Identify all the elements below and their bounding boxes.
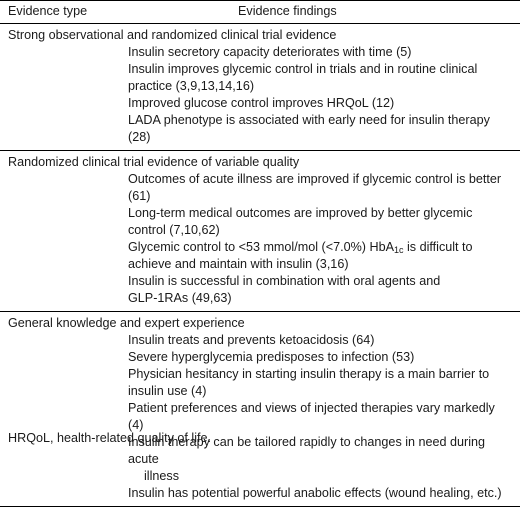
finding-line: Insulin therapy can be tailored rapidly to changes in need during acute xyxy=(128,435,486,466)
finding-item xyxy=(0,366,520,400)
header-evidence-type: Evidence type xyxy=(8,4,88,18)
finding-line: Insulin is successful in combination with oral agents and xyxy=(128,274,441,288)
finding-line: achieve and maintain with insulin (3,16) xyxy=(128,257,349,271)
section-rct-variable-quality xyxy=(0,151,520,311)
header-evidence-findings: Evidence findings xyxy=(238,4,337,18)
finding-item: Insulin secretory capacity deteriorates with time (5) xyxy=(128,45,412,59)
finding-item: Outcomes of acute illness are improved if glycemic control is better (61) xyxy=(128,172,502,203)
section-title: General knowledge and expert experience xyxy=(8,316,245,330)
section-strong-evidence xyxy=(0,24,520,150)
finding-line: control (7,10,62) xyxy=(128,223,220,237)
finding-line: illness xyxy=(144,469,179,483)
finding-item xyxy=(0,205,520,239)
section-title: Randomized clinical trial evidence of variable quality xyxy=(8,155,300,169)
finding-line: GLP-1RAs (49,63) xyxy=(128,291,232,305)
finding-item: Patient preferences and views of injected therapies vary markedly (4) xyxy=(128,401,495,432)
table-header xyxy=(0,1,520,23)
finding-item: LADA phenotype is associated with early need for insulin therapy (28) xyxy=(128,113,490,144)
finding-line: Glycemic control to <53 mmol/mol (<7.0%) HbA$_{1c}$ is difficult to xyxy=(128,240,473,255)
finding-item-hba1c xyxy=(0,239,520,273)
finding-item: Insulin treats and prevents ketoacidosis (64) xyxy=(128,333,375,347)
finding-item: Insulin has potential powerful anabolic effects (wound healing, etc.) xyxy=(128,486,502,500)
finding-item xyxy=(0,61,520,95)
table-footnote: HRQoL, health-related quality of life. xyxy=(8,431,212,445)
finding-item: Improved glucose control improves HRQoL (12) xyxy=(128,96,395,110)
finding-line: Long-term medical outcomes are improved by better glycemic xyxy=(128,206,473,220)
finding-item xyxy=(0,273,520,307)
finding-line: Insulin improves glycemic control in trials and in routine clinical xyxy=(128,62,478,76)
finding-line: Physician hesitancy in starting insulin therapy is a main barrier to xyxy=(128,367,490,381)
finding-line: practice (3,9,13,14,16) xyxy=(128,79,255,93)
finding-item: Severe hyperglycemia predisposes to infection (53) xyxy=(128,350,415,364)
finding-line: insulin use (4) xyxy=(128,384,207,398)
section-title: Strong observational and randomized clinical trial evidence xyxy=(8,28,337,42)
section-general-knowledge xyxy=(0,312,520,506)
